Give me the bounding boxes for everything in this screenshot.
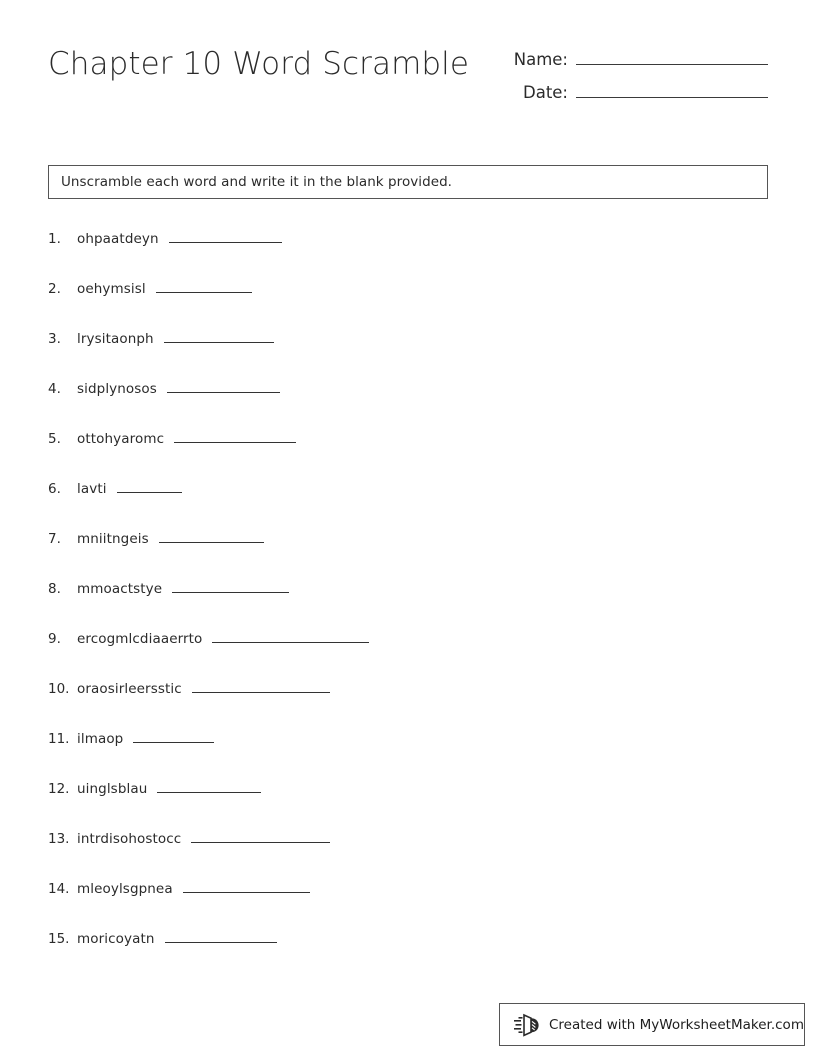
word-scramble-item bbox=[48, 880, 768, 930]
word-item-number: 7. bbox=[48, 531, 61, 547]
instruction-box bbox=[48, 165, 768, 199]
word-scramble-item bbox=[48, 580, 768, 630]
date-label: Date: bbox=[523, 83, 568, 102]
word-scramble-item bbox=[48, 480, 768, 530]
scrambled-word: ottohyaromc bbox=[77, 431, 165, 447]
word-scramble-item bbox=[48, 530, 768, 580]
answer-blank-line[interactable] bbox=[156, 280, 252, 293]
student-info-block bbox=[478, 50, 768, 116]
answer-blank-line[interactable] bbox=[133, 730, 214, 743]
scrambled-word: lavti bbox=[77, 481, 107, 497]
footer-attribution-badge[interactable] bbox=[499, 1003, 805, 1046]
word-item-number: 2. bbox=[48, 281, 61, 297]
word-item-number: 13. bbox=[48, 831, 70, 847]
word-item-number: 14. bbox=[48, 881, 70, 897]
footer-attribution-text: Created with MyWorksheetMaker.com bbox=[549, 1016, 804, 1033]
word-scramble-item bbox=[48, 930, 768, 980]
scrambled-word: mleoylsgpnea bbox=[77, 881, 173, 897]
scrambled-word: mmoactstye bbox=[77, 581, 163, 597]
answer-blank-line[interactable] bbox=[164, 330, 274, 343]
word-scramble-item bbox=[48, 380, 768, 430]
scrambled-word: ilmaop bbox=[77, 731, 124, 747]
word-item-number: 3. bbox=[48, 331, 61, 347]
scrambled-word: ohpaatdeyn bbox=[77, 231, 159, 247]
word-item-number: 1. bbox=[48, 231, 61, 247]
answer-blank-line[interactable] bbox=[165, 930, 277, 943]
answer-blank-line[interactable] bbox=[157, 780, 261, 793]
page-title: Chapter 10 Word Scramble bbox=[48, 46, 470, 82]
answer-blank-line[interactable] bbox=[167, 380, 280, 393]
word-item-number: 5. bbox=[48, 431, 61, 447]
word-scramble-item bbox=[48, 330, 768, 380]
answer-blank-line[interactable] bbox=[192, 680, 330, 693]
scrambled-word: intrdisohostocc bbox=[77, 831, 182, 847]
word-scramble-item bbox=[48, 680, 768, 730]
word-scramble-item bbox=[48, 280, 768, 330]
word-item-number: 10. bbox=[48, 681, 70, 697]
scrambled-word: oehymsisl bbox=[77, 281, 146, 297]
word-item-number: 9. bbox=[48, 631, 61, 647]
word-scramble-item bbox=[48, 780, 768, 830]
scrambled-word: uinglsblau bbox=[77, 781, 148, 797]
word-item-number: 15. bbox=[48, 931, 70, 947]
scrambled-word: mniitngeis bbox=[77, 531, 149, 547]
word-item-number: 11. bbox=[48, 731, 70, 747]
instruction-text: Unscramble each word and write it in the blank provided. bbox=[61, 174, 453, 190]
answer-blank-line[interactable] bbox=[191, 830, 330, 843]
word-item-number: 12. bbox=[48, 781, 70, 797]
date-input-line[interactable] bbox=[576, 83, 768, 98]
word-item-number: 6. bbox=[48, 481, 61, 497]
worksheet-header bbox=[48, 40, 768, 130]
scrambled-word: ercogmlcdiaaerrto bbox=[77, 631, 203, 647]
scrambled-word: moricoyatn bbox=[77, 931, 155, 947]
name-field-row bbox=[478, 50, 768, 69]
answer-blank-line[interactable] bbox=[159, 530, 264, 543]
scrambled-word: sidplynosos bbox=[77, 381, 157, 397]
date-field-row bbox=[478, 83, 768, 102]
word-item-number: 8. bbox=[48, 581, 61, 597]
answer-blank-line[interactable] bbox=[212, 630, 369, 643]
worksheet-maker-logo-icon bbox=[514, 1013, 540, 1037]
word-scramble-item bbox=[48, 730, 768, 780]
answer-blank-line[interactable] bbox=[117, 480, 182, 493]
word-scramble-list bbox=[48, 230, 768, 980]
answer-blank-line[interactable] bbox=[169, 230, 282, 243]
scrambled-word: lrysitaonph bbox=[77, 331, 154, 347]
word-scramble-item bbox=[48, 230, 768, 280]
word-scramble-item bbox=[48, 430, 768, 480]
word-scramble-item bbox=[48, 630, 768, 680]
answer-blank-line[interactable] bbox=[174, 430, 296, 443]
answer-blank-line[interactable] bbox=[172, 580, 289, 593]
name-input-line[interactable] bbox=[576, 50, 768, 65]
answer-blank-line[interactable] bbox=[183, 880, 310, 893]
name-label: Name: bbox=[513, 50, 568, 69]
word-item-number: 4. bbox=[48, 381, 61, 397]
scrambled-word: oraosirleersstic bbox=[77, 681, 182, 697]
word-scramble-item bbox=[48, 830, 768, 880]
